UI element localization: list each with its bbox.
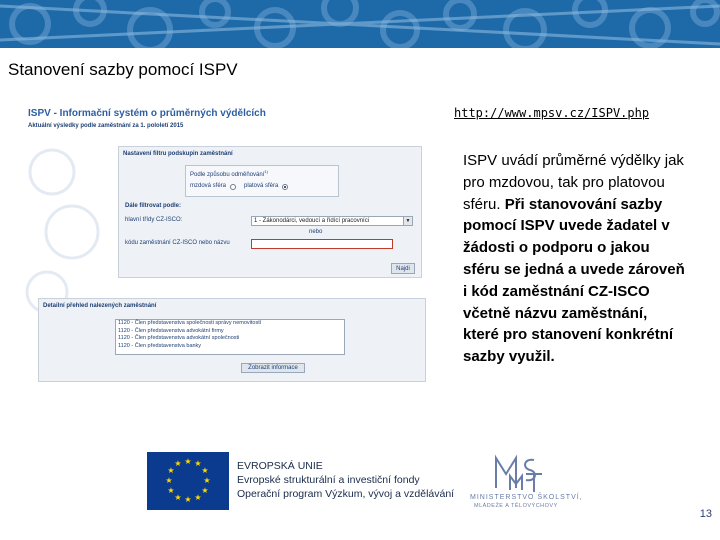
main-class-label: hlavní třídy CZ-ISCO:: [125, 217, 183, 223]
or-label: nebo: [309, 229, 323, 235]
eu-stars-icon: [147, 452, 229, 510]
svg-text:★: ★: [167, 486, 175, 495]
svg-text:★: ★: [184, 495, 192, 504]
eu-flag-logo: [147, 452, 229, 510]
eu-line1: EVROPSKÁ UNIE: [237, 460, 323, 472]
filter-panel: [118, 146, 422, 278]
svg-text:★: ★: [194, 459, 202, 468]
detail-panel: [38, 298, 426, 382]
main-class-value: 1 - Zákonodárci, vedoucí a řídící pracovníci: [254, 218, 370, 224]
filter-heading: Nastavení filtru podskupin zaměstnání: [123, 151, 233, 157]
detail-heading: Detailní přehled nalezených zaměstnání: [43, 303, 157, 309]
slide-title: Stanovení sazby pomocí ISPV: [8, 60, 238, 79]
method-label: Podle způsobu odměňování: [190, 172, 265, 178]
page-number: 13: [699, 508, 712, 520]
svg-text:★: ★: [165, 476, 173, 485]
ispv-link[interactable]: http://www.mpsv.cz/ISPV.php: [454, 106, 650, 120]
eu-text-block: [237, 459, 454, 501]
banner-pattern: [0, 0, 720, 48]
header-banner: [0, 0, 720, 48]
body-text-bold: Při stanovování sazby pomocí ISPV uvede žadatel v žádosti o podporu o jakou sféru se jedná a uvede zároveň i kód zaměstnání CZ-ISCO včetně názvu zaměstnání, které pro stanovení konkrétní sazby využil.: [463, 195, 685, 366]
further-filter-label: Dále filtrovat podle:: [125, 203, 182, 209]
find-button[interactable]: Najdi: [391, 263, 415, 274]
svg-text:★: ★: [184, 457, 192, 466]
list-item[interactable]: 1120 - Člen představenstva advokátní firmy: [118, 327, 224, 334]
list-item[interactable]: 1120 - Člen představenstva banky: [118, 342, 202, 349]
list-item[interactable]: 1120 - Člen představenstva společnosti správy nemovitostí: [118, 320, 262, 326]
svg-text:★: ★: [174, 459, 182, 468]
svg-text:★: ★: [201, 466, 209, 475]
svg-text:★: ★: [167, 466, 175, 475]
ispv-title: ISPV - Informační systém o průměrných výdělcích: [28, 108, 266, 119]
chevron-down-icon: ▼: [403, 217, 412, 225]
eu-line3: Operační program Výzkum, vývoj a vzdělávání: [237, 488, 455, 500]
method-superscript: 1): [264, 169, 268, 174]
radio-mzdova[interactable]: [230, 184, 236, 190]
body-text-normal: ISPV uvádí průměrné výdělky jak pro mzdovou, tak pro platovou sféru.: [463, 152, 684, 213]
radio-platova-label: platová sféra: [244, 183, 279, 189]
svg-text:★: ★: [201, 486, 209, 495]
msmt-line2: MLÁDEŽE A TĚLOVÝCHOVY: [474, 503, 558, 509]
code-label: kódu zaměstnání CZ-ISCO nebo názvu: [125, 240, 230, 246]
show-info-button[interactable]: Zobrazit informace: [241, 363, 305, 373]
method-box: [185, 165, 339, 197]
radio-platova[interactable]: [282, 184, 288, 190]
main-class-select[interactable]: [251, 216, 413, 226]
radio-mzdova-label: mzdová sféra: [190, 183, 227, 189]
code-input[interactable]: [251, 239, 393, 249]
body-text: [463, 150, 685, 368]
svg-text:★: ★: [174, 493, 182, 502]
svg-text:★: ★: [194, 493, 202, 502]
ispv-screenshot: [22, 102, 440, 392]
eu-line2: Evropské strukturální a investiční fondy: [237, 474, 420, 486]
msmt-line1: MINISTERSTVO ŠKOLSTVÍ,: [470, 494, 583, 501]
ispv-subtitle: Aktuální výsledky podle zaměstnání za 1. pololetí 2015: [28, 123, 184, 129]
svg-text:★: ★: [203, 476, 211, 485]
occupation-listbox[interactable]: [115, 319, 345, 355]
list-item[interactable]: 1120 - Člen představenstva advokátní společnosti: [118, 335, 240, 341]
